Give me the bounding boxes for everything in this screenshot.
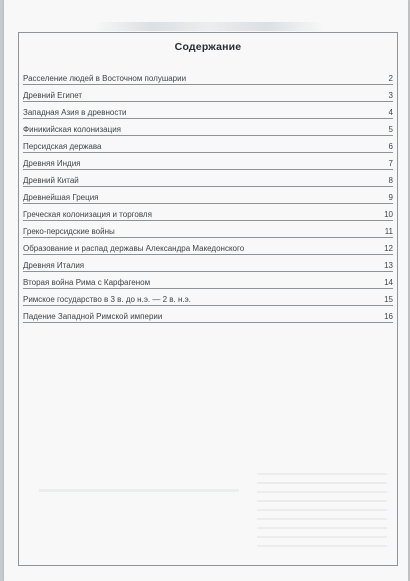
show-through-text bbox=[257, 473, 387, 553]
toc-entry-page-number: 11 bbox=[384, 227, 393, 236]
toc-entry[interactable] bbox=[23, 311, 393, 328]
toc-entry-page-number: 16 bbox=[384, 312, 393, 321]
show-through-text bbox=[39, 489, 239, 492]
toc-entry-page-number: 9 bbox=[388, 193, 393, 202]
toc-entry-title: Древний Китай bbox=[23, 176, 79, 185]
toc-entry-title: Персидская держава bbox=[23, 142, 102, 151]
toc-entry[interactable] bbox=[23, 73, 393, 90]
toc-entry-underline bbox=[23, 305, 393, 306]
toc-entry-title: Древняя Италия bbox=[23, 261, 85, 270]
toc-entry-page-number: 6 bbox=[388, 142, 393, 151]
toc-entry-title: Древний Египет bbox=[23, 91, 83, 100]
toc-entry[interactable] bbox=[23, 277, 393, 294]
toc-entry-title: Древняя Индия bbox=[23, 159, 81, 168]
toc-entry-title: Римское государство в 3 в. до н.э. — 2 в. н.э. bbox=[23, 295, 191, 304]
toc-entry-underline bbox=[23, 186, 393, 187]
toc-entry-title: Греческая колонизация и торговля bbox=[23, 210, 152, 219]
toc-entry-title: Западная Азия в древности bbox=[23, 108, 127, 117]
toc-entry-underline bbox=[23, 169, 393, 170]
toc-entry-title: Падение Западной Римской империи bbox=[23, 312, 163, 321]
toc-entry-title: Вторая война Рима с Карфагеном bbox=[23, 278, 151, 287]
toc-entry-underline bbox=[23, 254, 393, 255]
toc-entry-title: Образование и распад державы Александра Македонского bbox=[23, 244, 245, 253]
toc-entry[interactable] bbox=[23, 192, 393, 209]
toc-entry[interactable] bbox=[23, 175, 393, 192]
toc-entry-title: Финикийская колонизация bbox=[23, 125, 122, 134]
toc-entry-page-number: 10 bbox=[384, 210, 393, 219]
toc-entry-underline bbox=[23, 220, 393, 221]
toc-entry[interactable] bbox=[23, 124, 393, 141]
toc-entry-page-number: 14 bbox=[384, 278, 393, 287]
toc-entry[interactable] bbox=[23, 90, 393, 107]
toc-entry[interactable] bbox=[23, 294, 393, 311]
toc-entry-underline bbox=[23, 135, 393, 136]
toc-entry-title: Греко-персидские войны bbox=[23, 227, 115, 236]
toc-entry-page-number: 8 bbox=[388, 176, 393, 185]
toc-entry-page-number: 5 bbox=[388, 125, 393, 134]
toc-entry[interactable] bbox=[23, 158, 393, 175]
toc-entry[interactable] bbox=[23, 243, 393, 260]
toc-entry-title: Древнейшая Греция bbox=[23, 193, 99, 202]
toc-entry[interactable] bbox=[23, 226, 393, 243]
toc-entry-underline bbox=[23, 203, 393, 204]
toc-entry-underline bbox=[23, 322, 393, 323]
toc-entry[interactable] bbox=[23, 107, 393, 124]
toc-entry-underline bbox=[23, 84, 393, 85]
page-title: Содержание bbox=[174, 41, 242, 53]
toc-entry-underline bbox=[23, 237, 393, 238]
toc-entry-page-number: 15 bbox=[384, 295, 393, 304]
toc-entry-page-number: 12 bbox=[384, 244, 393, 253]
toc-entry-underline bbox=[23, 101, 393, 102]
toc-entry-title: Расселение людей в Восточном полушарии bbox=[23, 74, 187, 83]
toc-entry-page-number: 3 bbox=[388, 91, 393, 100]
show-through-text bbox=[94, 22, 324, 31]
toc-entry[interactable] bbox=[23, 209, 393, 226]
toc-entry-underline bbox=[23, 271, 393, 272]
table-of-contents bbox=[23, 73, 393, 328]
toc-entry-underline bbox=[23, 288, 393, 289]
toc-entry[interactable] bbox=[23, 141, 393, 158]
toc-entry-page-number: 4 bbox=[388, 108, 393, 117]
document-page bbox=[4, 0, 408, 581]
toc-entry-page-number: 13 bbox=[384, 261, 393, 270]
toc-entry-underline bbox=[23, 118, 393, 119]
toc-entry-page-number: 7 bbox=[388, 159, 393, 168]
toc-entry-page-number: 2 bbox=[388, 74, 393, 83]
toc-entry[interactable] bbox=[23, 260, 393, 277]
toc-entry-underline bbox=[23, 152, 393, 153]
contents-frame bbox=[18, 32, 398, 566]
